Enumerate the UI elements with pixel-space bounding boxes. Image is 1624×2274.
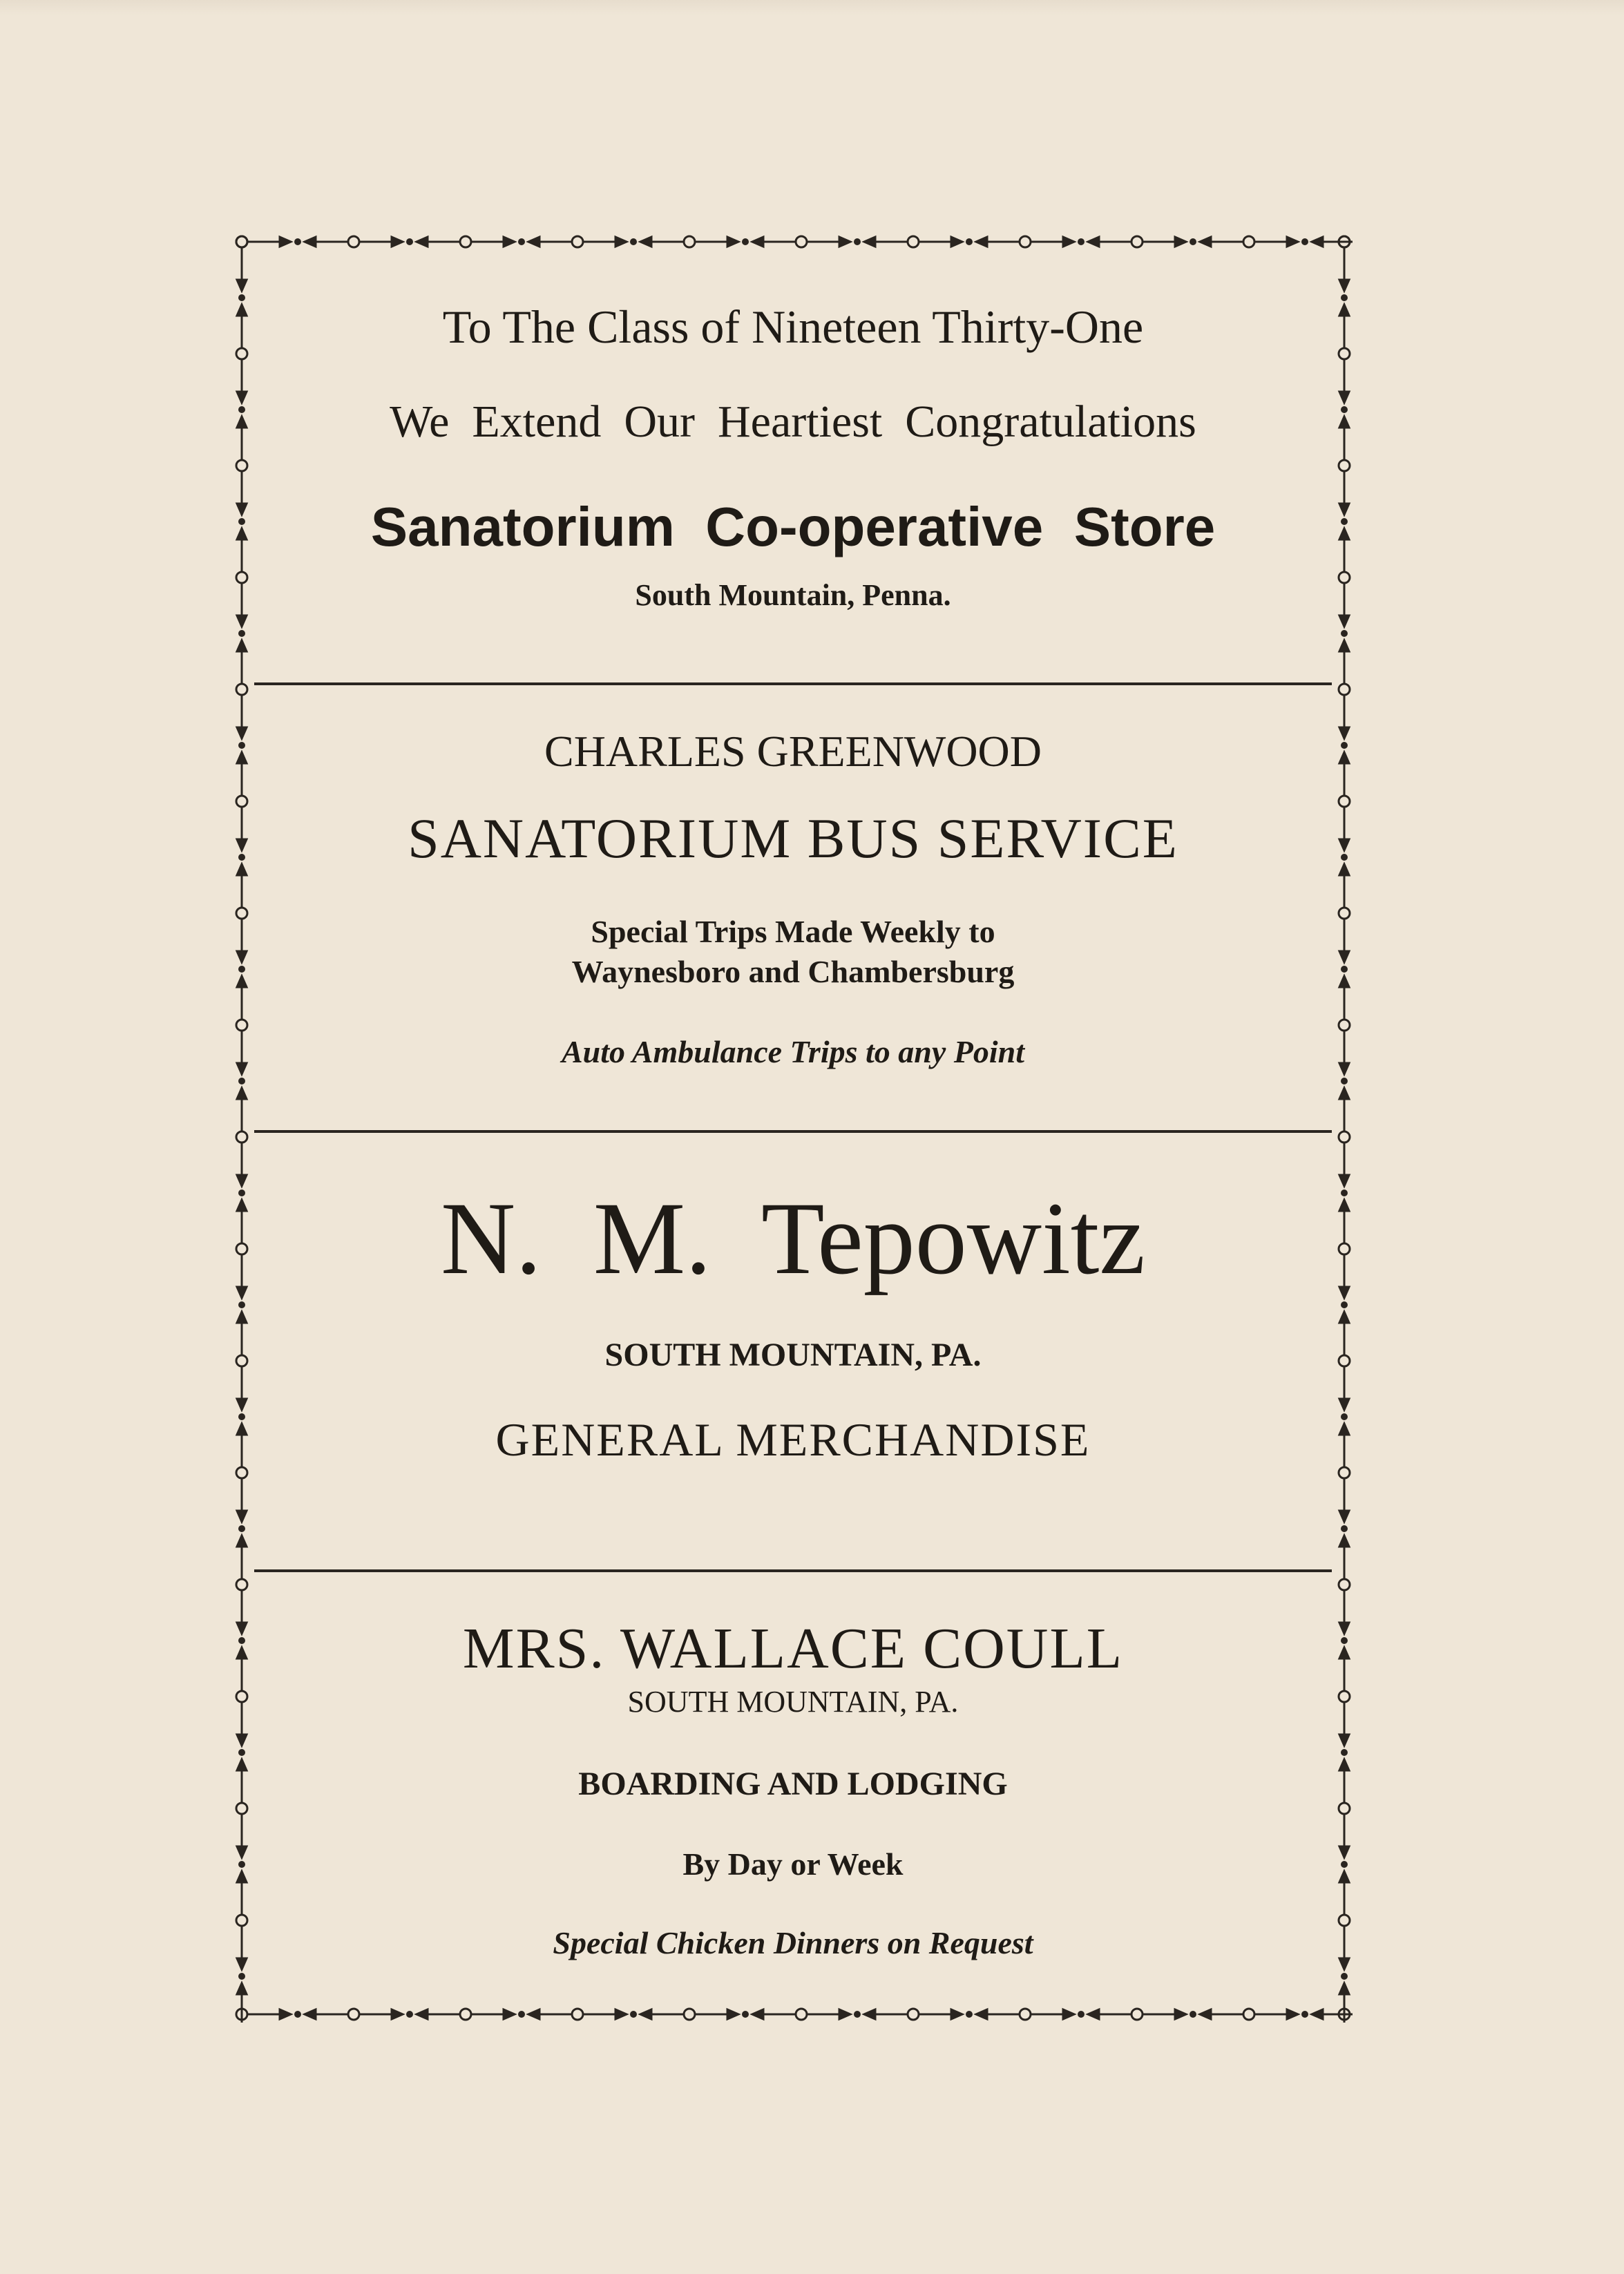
section-divider	[254, 1130, 1332, 1133]
merchant-location: SOUTH MOUNTAIN, PA.	[604, 1337, 982, 1373]
boarding-location: SOUTH MOUNTAIN, PA.	[627, 1685, 959, 1719]
ad-bus-service	[254, 725, 1332, 1072]
trips-line-2: Waynesboro and Chambersburg	[571, 954, 1015, 989]
ad-general-merchandise	[254, 1180, 1332, 1467]
merchant-business: GENERAL MERCHANDISE	[495, 1413, 1091, 1466]
congratulations-line: We Extend Our Heartiest Congratulations	[390, 396, 1196, 447]
boarding-terms: By Day or Week	[682, 1846, 904, 1882]
proprietor-name: MRS. WALLACE COULL	[462, 1616, 1124, 1681]
ambulance-line: Auto Ambulance Trips to any Point	[561, 1034, 1025, 1069]
dedication-line: To The Class of Nineteen Thirty-One	[442, 300, 1144, 353]
chicken-dinners-line: Special Chicken Dinners on Request	[553, 1925, 1033, 1960]
section-divider	[254, 1569, 1332, 1572]
boarding-business: BOARDING AND LODGING	[578, 1766, 1008, 1802]
ad-cooperative-store	[254, 299, 1332, 614]
bus-service-name: SANATORIUM BUS SERVICE	[408, 807, 1178, 870]
merchant-name: N. M. Tepowitz	[441, 1181, 1145, 1296]
trips-line-1: Special Trips Made Weekly to	[591, 914, 995, 949]
store-location: South Mountain, Penna.	[635, 578, 951, 612]
section-divider	[254, 682, 1332, 685]
store-name: Sanatorium Co-operative Store	[370, 496, 1216, 557]
page-edge-shadow	[0, 0, 1624, 15]
advertisement-frame	[233, 233, 1353, 2023]
bus-owner: CHARLES GREENWOOD	[544, 727, 1042, 776]
ad-boarding-house	[254, 1615, 1332, 1963]
